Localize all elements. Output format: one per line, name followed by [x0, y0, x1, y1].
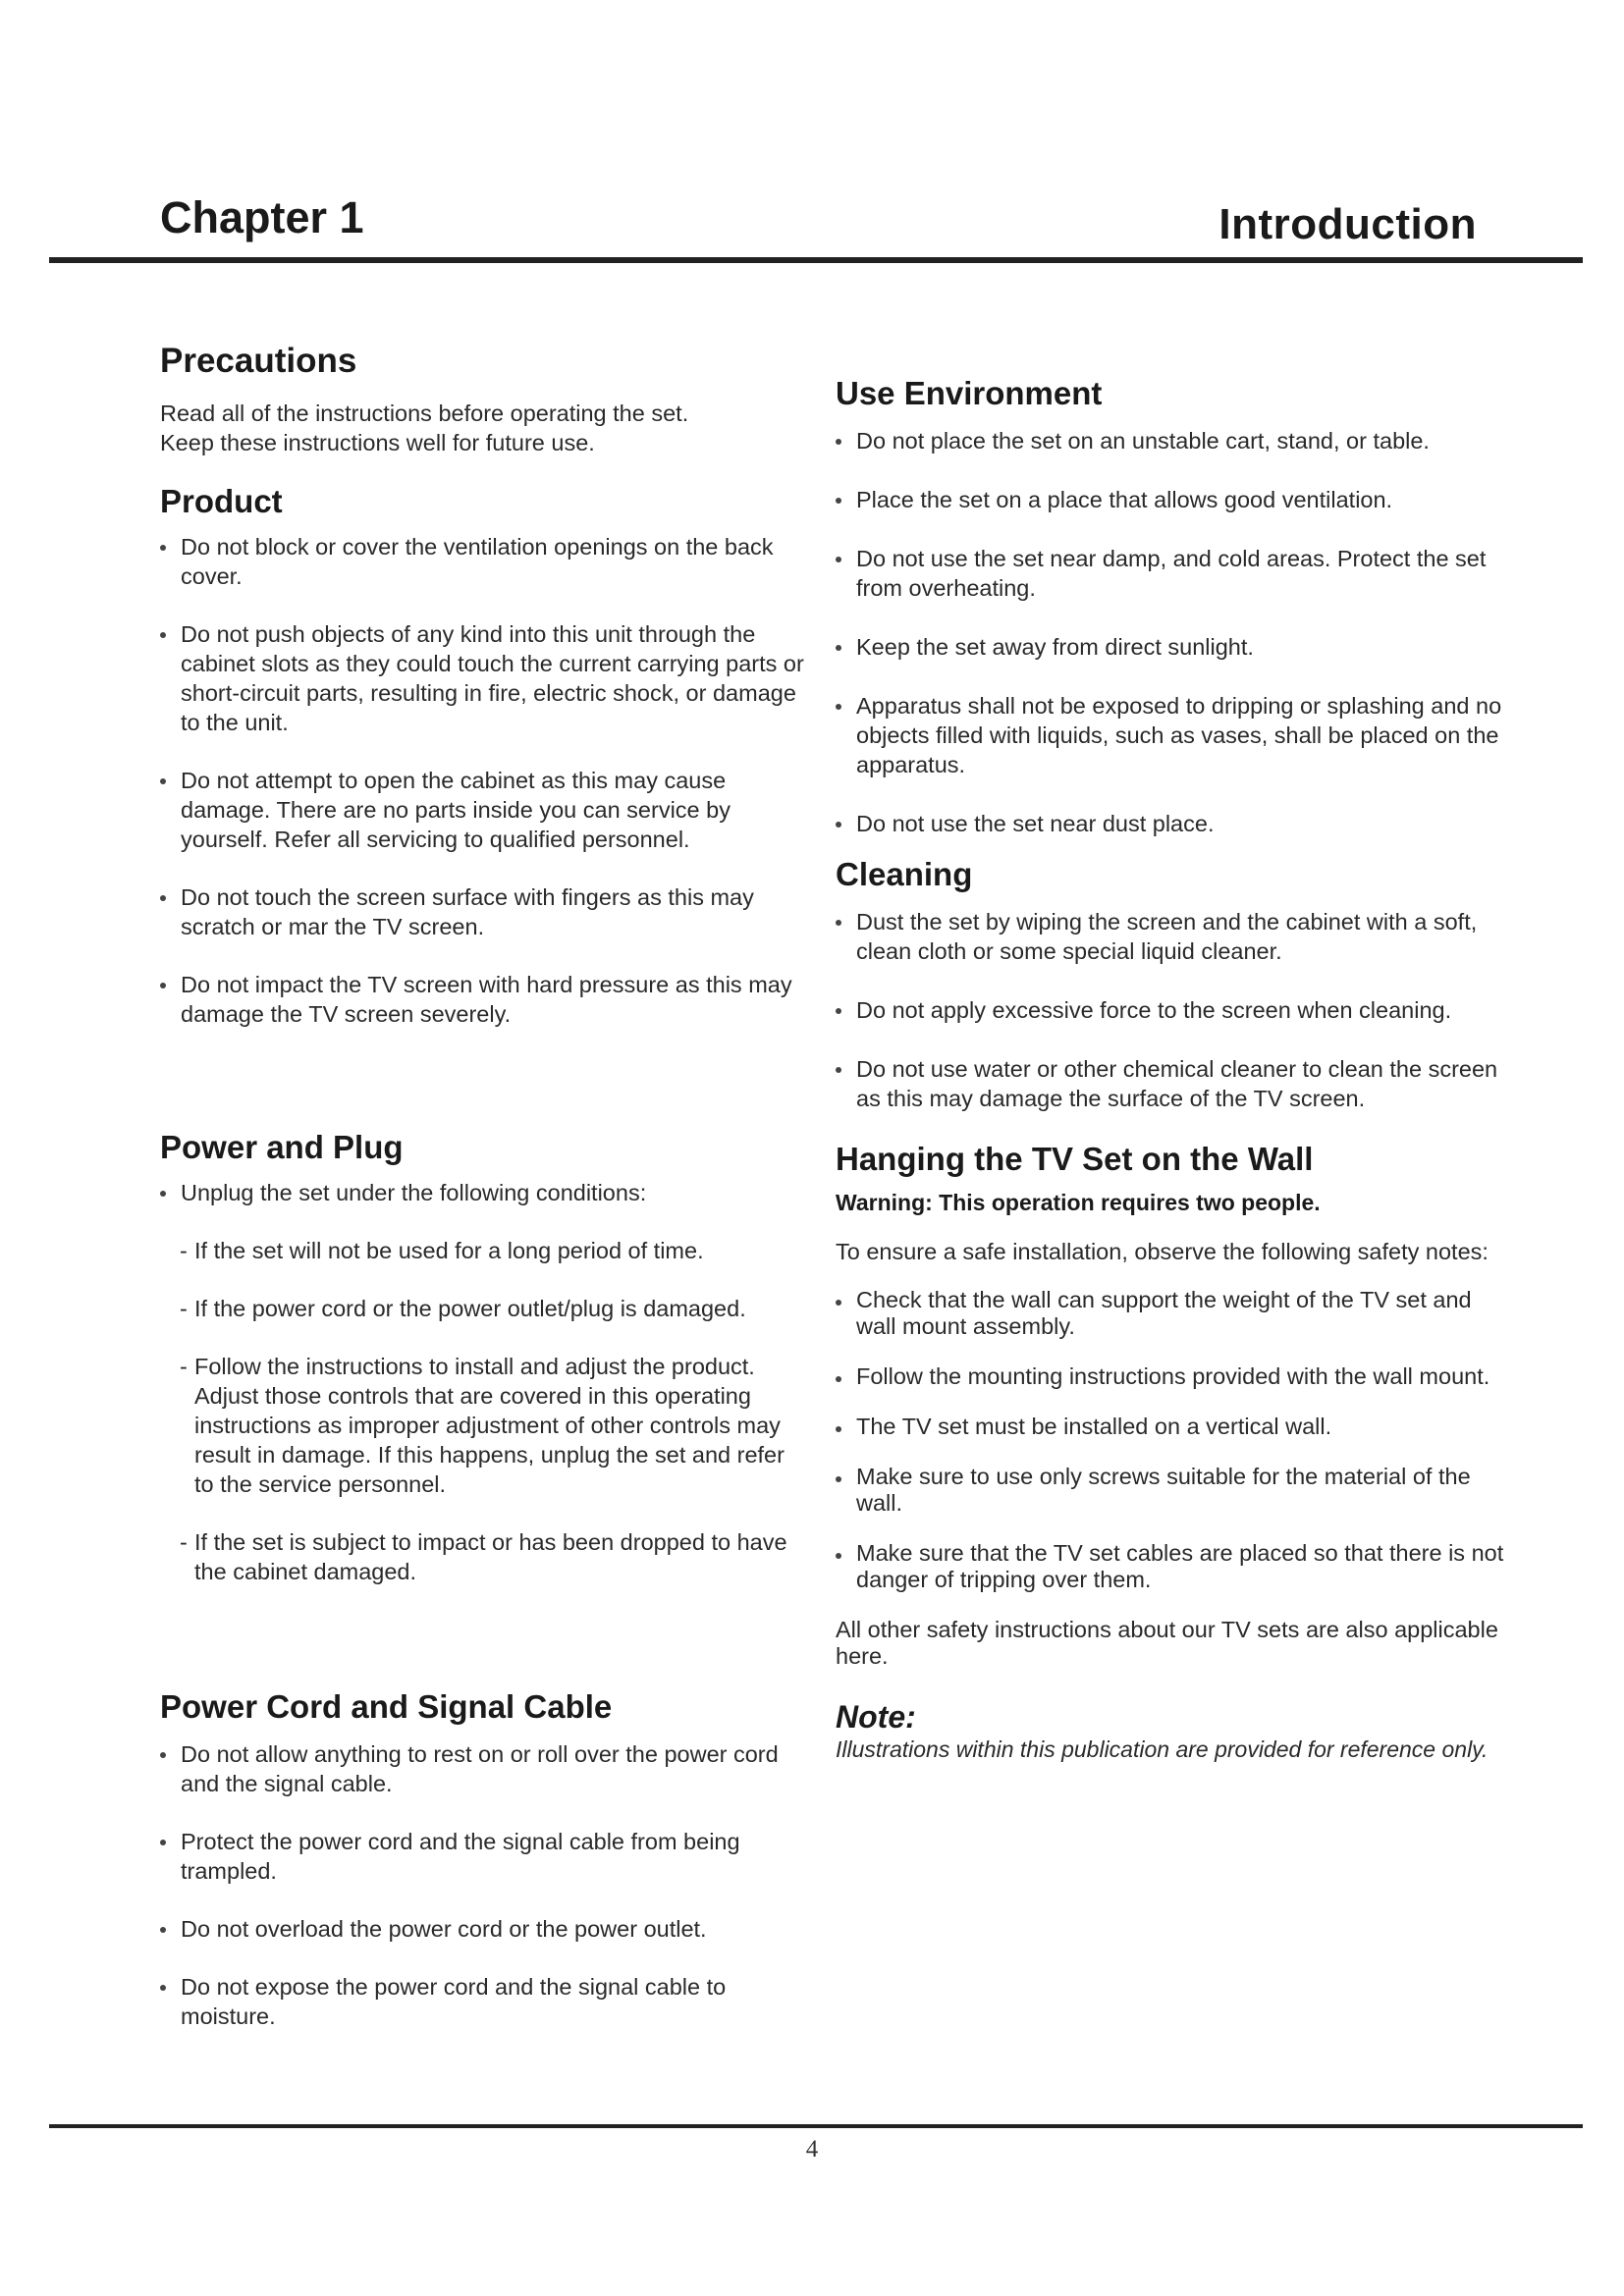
power-cord-item: Do not overload the power cord or the power outlet. [160, 1914, 808, 1944]
hanging-list [836, 1287, 1513, 1593]
cleaning-list [836, 907, 1513, 1113]
cleaning-heading: Cleaning [836, 856, 973, 892]
chapter-title: Introduction [1218, 200, 1477, 248]
use-environment-item: Keep the set away from direct sunlight. [836, 632, 1513, 662]
power-plug-heading: Power and Plug [160, 1129, 404, 1165]
hanging-intro: To ensure a safe installation, observe the following safety notes: [836, 1239, 1489, 1264]
cleaning-item: Dust the set by wiping the screen and the cabinet with a soft, clean cloth or some special liquid cleaner. [836, 907, 1513, 966]
precautions-intro-line-2: Keep these instructions well for future use. [160, 430, 595, 455]
power-plug-list [160, 1178, 808, 1207]
condition-item: - If the set is subject to impact or has been dropped to have the cabinet damaged. [180, 1527, 808, 1586]
use-environment-item: Do not use the set near damp, and cold areas. Protect the set from overheating. [836, 544, 1513, 603]
note-text: Illustrations within this publication are provided for reference only. [836, 1736, 1489, 1762]
hanging-warning: Warning: This operation requires two people. [836, 1190, 1321, 1215]
hanging-item: The TV set must be installed on a vertical wall. [836, 1414, 1513, 1440]
use-environment-item: Do not place the set on an unstable cart, stand, or table. [836, 426, 1513, 455]
hanging-item: Follow the mounting instructions provided with the wall mount. [836, 1363, 1513, 1390]
power-plug-item: Unplug the set under the following conditions: [160, 1178, 808, 1207]
left-column [160, 342, 808, 2031]
product-item: Do not attempt to open the cabinet as this may cause damage. There are no parts inside you can service by yourself. Refer all servicing to qualified personnel. [160, 766, 808, 854]
cleaning-item: Do not apply excessive force to the screen when cleaning. [836, 995, 1513, 1025]
product-item: Do not push objects of any kind into this unit through the cabinet slots as they could touch the current carrying parts or short-circuit parts, resulting in fire, electric shock, or damage to the unit. [160, 619, 808, 737]
condition-item: - If the set will not be used for a long period of time. [180, 1236, 808, 1265]
condition-item: - If the power cord or the power outlet/plug is damaged. [180, 1294, 808, 1323]
chapter-label: Chapter 1 [160, 192, 364, 242]
use-environment-item: Do not use the set near dust place. [836, 809, 1513, 838]
product-item: Do not impact the TV screen with hard pressure as this may damage the TV screen severely. [160, 970, 808, 1029]
page-number: 4 [805, 2136, 819, 2163]
power-cord-item: Protect the power cord and the signal cable from being trampled. [160, 1827, 808, 1886]
condition-item: - Follow the instructions to install and adjust the product. Adjust those controls that are covered in this operating instructions as improper adjustment of other controls may result in damage. If this happens, unplug the set and refer to the service personnel. [180, 1352, 808, 1499]
hanging-heading: Hanging the TV Set on the Wall [836, 1141, 1314, 1177]
hanging-item: Make sure to use only screws suitable for the material of the wall. [836, 1464, 1513, 1517]
hanging-item: Make sure that the TV set cables are placed so that there is not danger of tripping over them. [836, 1540, 1513, 1593]
use-environment-heading: Use Environment [836, 375, 1103, 411]
use-environment-list [836, 426, 1513, 838]
product-heading: Product [160, 483, 283, 519]
power-cord-heading: Power Cord and Signal Cable [160, 1688, 613, 1725]
product-item: Do not touch the screen surface with fingers as this may scratch or mar the TV screen. [160, 882, 808, 941]
right-column [836, 375, 1513, 1763]
power-cord-item: Do not expose the power cord and the signal cable to moisture. [160, 1972, 808, 2031]
note-heading: Note: [836, 1699, 916, 1735]
power-cord-list [160, 1739, 808, 2031]
use-environment-item: Apparatus shall not be exposed to dripping or splashing and no objects filled with liquids, such as vases, shall be placed on the apparatus. [836, 691, 1513, 779]
product-item: Do not block or cover the ventilation openings on the back cover. [160, 532, 808, 591]
hanging-outro: All other safety instructions about our TV sets are also applicable here. [836, 1617, 1498, 1669]
power-plug-conditions [160, 1236, 808, 1586]
power-cord-item: Do not allow anything to rest on or roll over the power cord and the signal cable. [160, 1739, 808, 1798]
hanging-item: Check that the wall can support the weight of the TV set and wall mount assembly. [836, 1287, 1513, 1340]
footer-rule [49, 2124, 1583, 2128]
product-list [160, 532, 808, 1029]
use-environment-item: Place the set on a place that allows good ventilation. [836, 485, 1513, 514]
precautions-heading: Precautions [160, 342, 357, 380]
cleaning-item: Do not use water or other chemical cleaner to clean the screen as this may damage the surface of the TV screen. [836, 1054, 1513, 1113]
header-rule [49, 257, 1583, 263]
precautions-intro-line-1: Read all of the instructions before operating the set. [160, 400, 689, 426]
